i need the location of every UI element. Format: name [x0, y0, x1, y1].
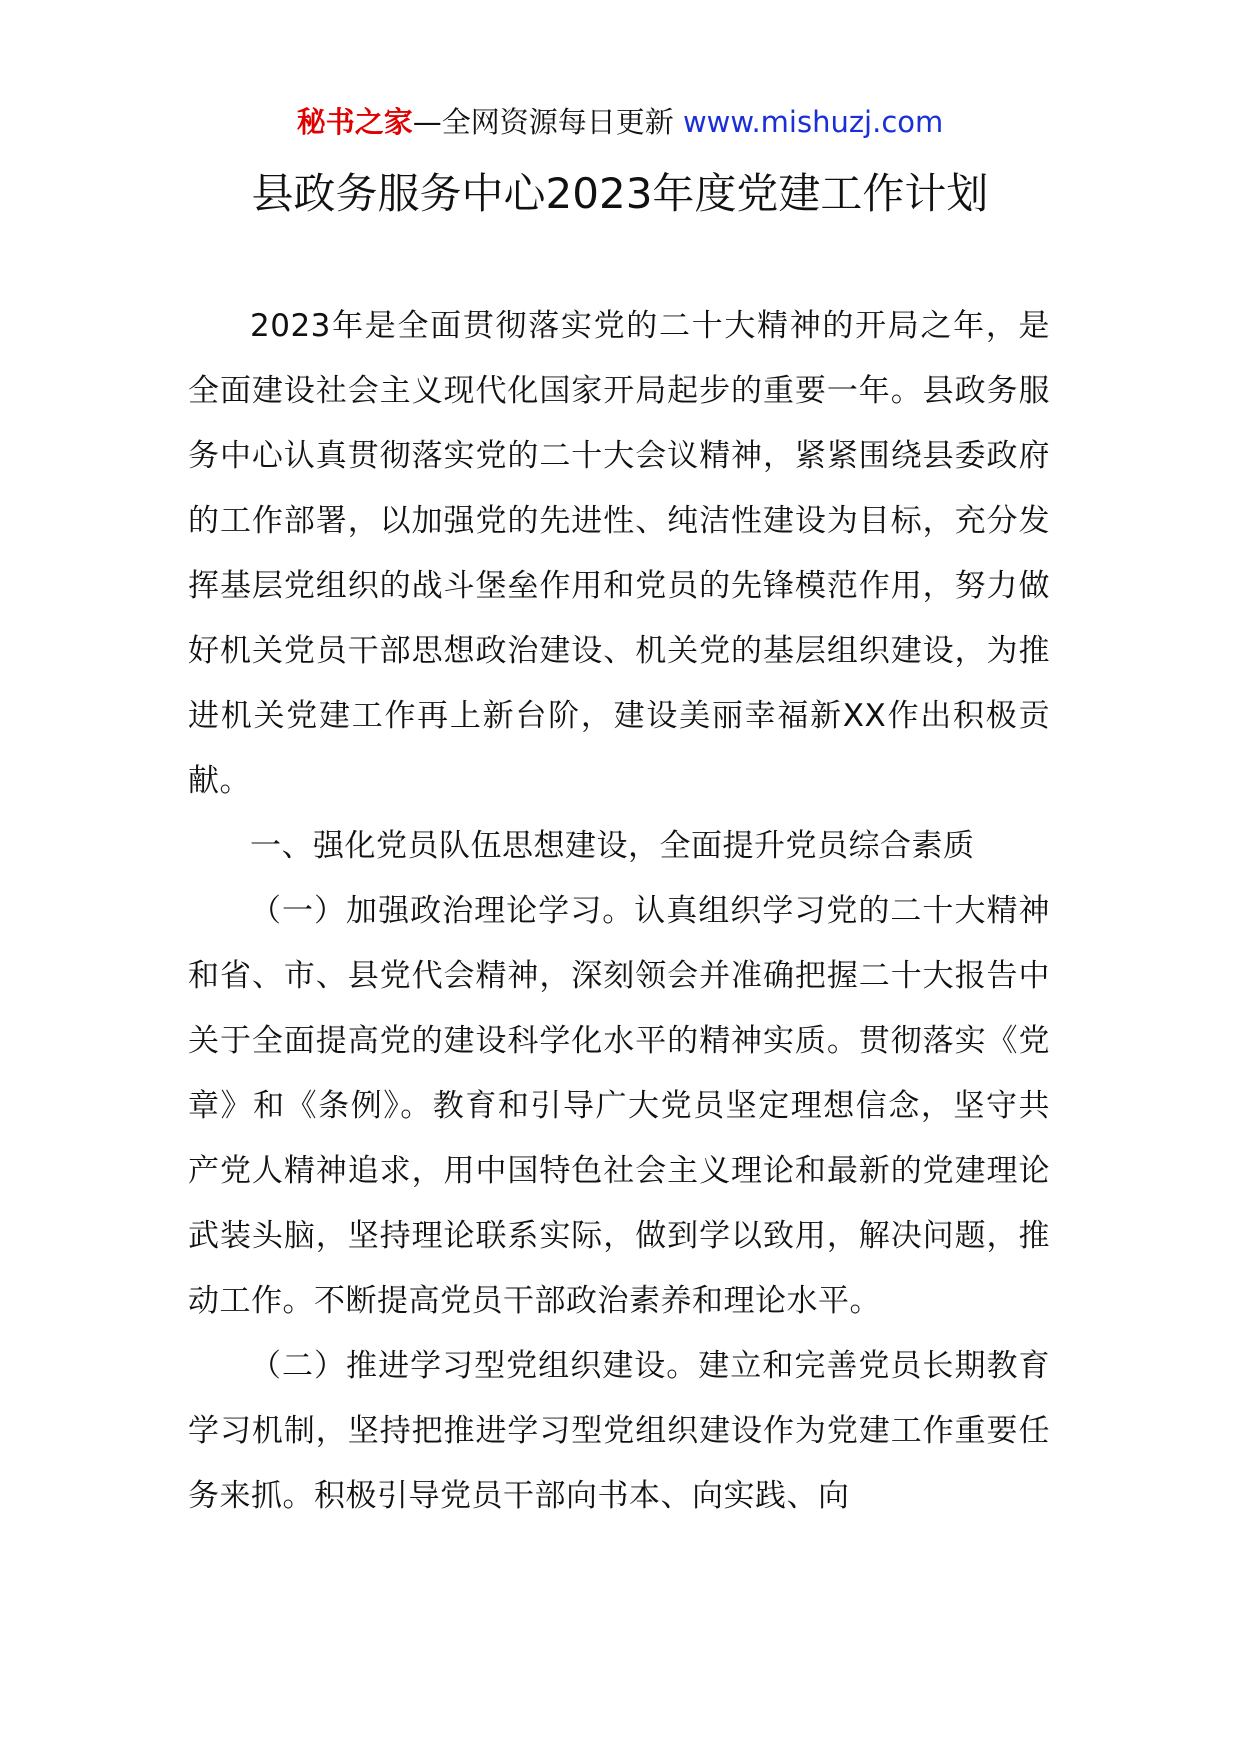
document-title: 县政务服务中心2023年度党建工作计划: [251, 169, 989, 218]
header-banner: [0, 100, 1240, 144]
subsection-paragraph-1: （一）加强政治理论学习。认真组织学习党的二十大精神和省、市、县党代会精神，深刻领会并准确把握二十大报告中关于全面提高党的建设科学化水平的精神实质。贯彻落实《党章》和《条例》。教育和引导广大党员坚定理想信念，坚守共产党人精神追求，用中国特色社会主义理论和最新的党建理论武装头脑，坚持理论联系实际，做到学以致用，解决问题，推动工作。不断提高党员干部政治素养和理论水平。: [188, 893, 1050, 1319]
site-url-link[interactable]: www.mishuzj.com: [682, 105, 944, 139]
subsection-paragraph-2: （二）推进学习型党组织建设。建立和完善党员长期教育学习机制，坚持把推进学习型党组织建设作为党建工作重要任务来抓。积极引导党员干部向书本、向实践、向: [188, 1348, 1050, 1514]
brand-name: 秘书之家: [296, 105, 413, 139]
document-body: [188, 294, 1050, 1529]
intro-paragraph: 2023年是全面贯彻落实党的二十大精神的开局之年，是全面建设社会主义现代化国家开局起步的重要一年。县政务服务中心认真贯彻落实党的二十大会议精神，紧紧围绕县委政府的工作部署，以加强党的先进性、纯洁性建设为目标，充分发挥基层党组织的战斗堡垒作用和党员的先锋模范作用，努力做好机关党员干部思想政治建设、机关党的基层组织建设，为推进机关党建工作再上新台阶，建设美丽幸福新XX作出积极贡献。: [188, 308, 1050, 799]
section-heading-1: 一、强化党员队伍思想建设，全面提升党员综合素质: [250, 828, 975, 864]
header-slogan: —全网资源每日更新: [412, 105, 683, 139]
